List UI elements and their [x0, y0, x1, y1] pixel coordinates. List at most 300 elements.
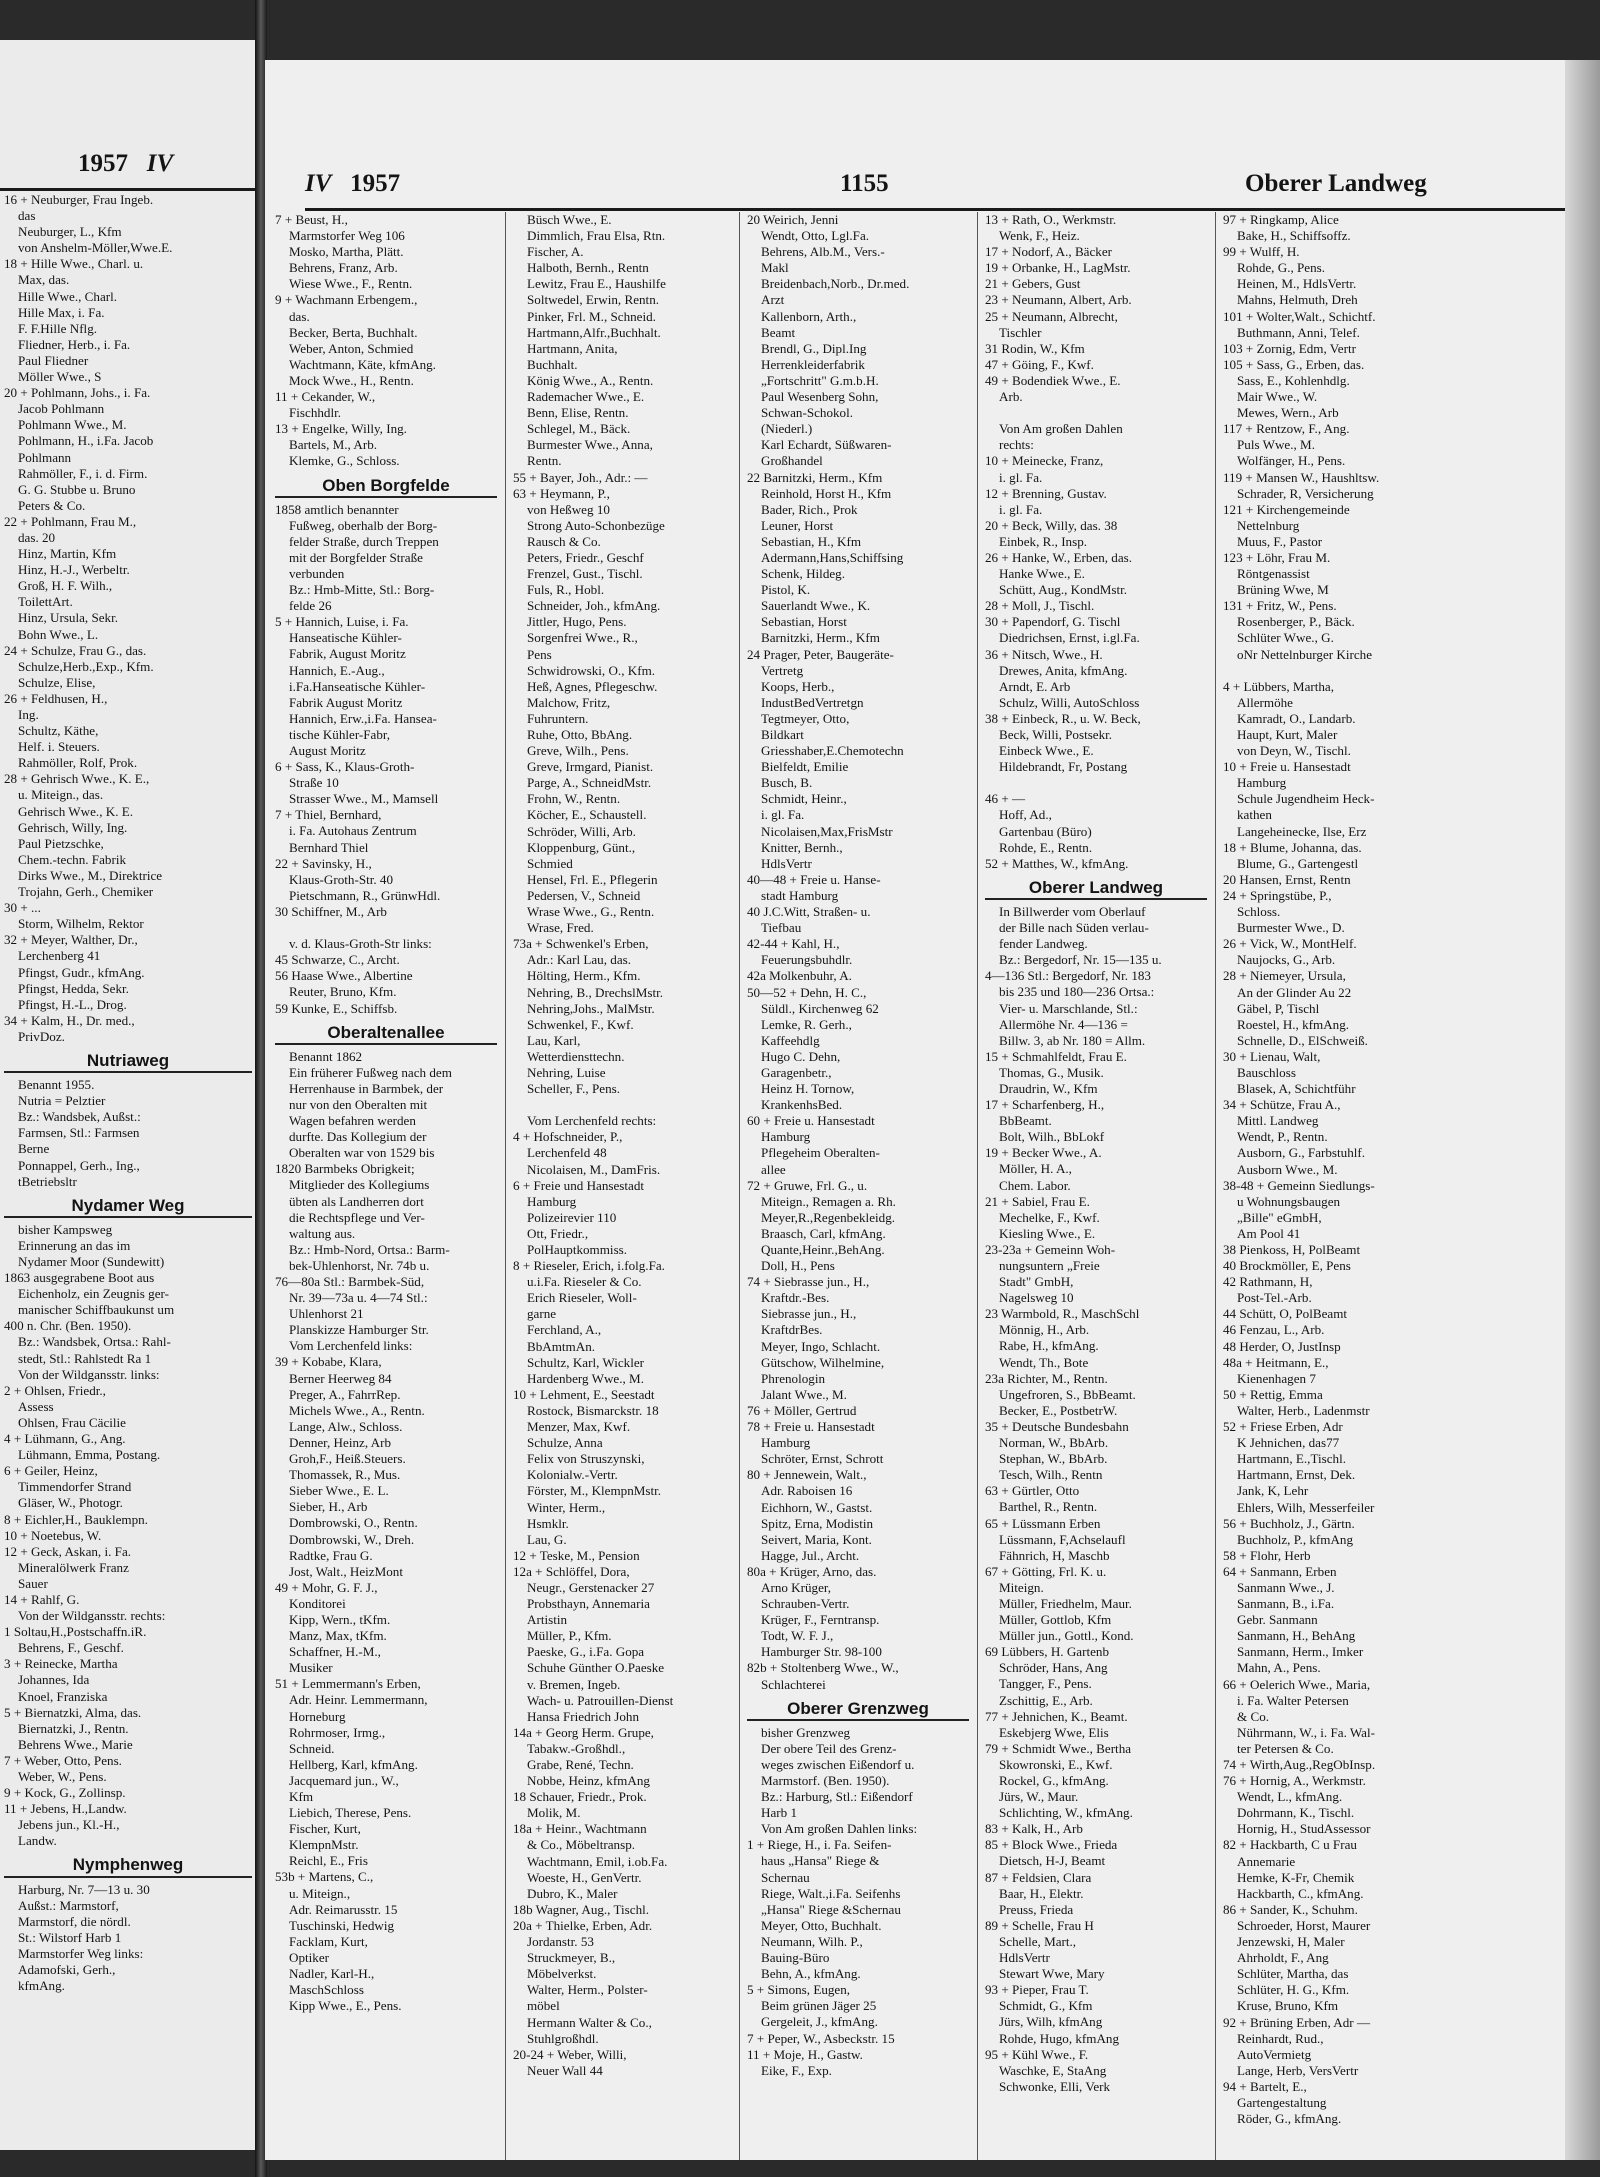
street-heading: Nydamer Weg — [4, 1198, 252, 1218]
directory-entry: Lau, G. — [527, 1531, 567, 1547]
directory-entry: 36 + Nitsch, Wwe., H. — [985, 646, 1103, 662]
directory-entry: 15 + Schmahlfeldt, Frau E. — [985, 1048, 1127, 1064]
directory-entry: Nutria = Pelztier — [18, 1093, 106, 1109]
directory-entry: (Niederl.) — [761, 421, 813, 437]
directory-entry: Heinz H. Tornow, — [761, 1081, 855, 1097]
directory-entry: Wetterdiensttechn. — [527, 1048, 625, 1064]
directory-entry: Ausborn, G., Farbstuhlf. — [1237, 1145, 1366, 1161]
directory-entry: 35 + Deutsche Bundesbahn — [985, 1418, 1129, 1434]
directory-entry: 20 + Beck, Willy, das. 38 — [985, 517, 1118, 533]
directory-entry: Klaus-Groth-Str. 40 — [289, 871, 394, 887]
directory-entry: Schule Jugendheim Heck- — [1237, 791, 1375, 807]
directory-entry: garne — [527, 1306, 557, 1322]
directory-entry: Ein früherer Fußweg nach dem — [289, 1064, 452, 1080]
directory-entry: Paul Fliedner — [18, 352, 89, 368]
directory-entry: Busch, B. — [761, 775, 813, 791]
directory-entry: Annemarie — [1237, 1853, 1296, 1869]
directory-entry: IndustBedVertretgn — [761, 694, 864, 710]
directory-entry: stedt, Stl.: Rahlstedt Ra 1 — [18, 1350, 152, 1366]
directory-entry: Buchholz, P., kfmAng — [1237, 1531, 1354, 1547]
directory-entry: 20 + Pohlmann, Johs., i. Fa. — [4, 385, 151, 401]
directory-entry: Bolt, Wilh., BbLokf — [999, 1129, 1105, 1145]
directory-entry: Vom Lerchenfeld links: — [289, 1338, 413, 1354]
directory-entry: Nydamer Moor (Sundewitt) — [18, 1254, 165, 1269]
right-header-volume: IV — [305, 170, 332, 197]
left-page — [0, 40, 255, 2150]
directory-entry: Schrauben-Vertr. — [761, 1596, 850, 1612]
directory-entry: Paul Wesenberg Sohn, — [761, 389, 879, 405]
directory-entry: Dimmlich, Frau Elsa, Rtn. — [527, 228, 666, 244]
directory-entry: 87 + Feldsien, Clara — [985, 1869, 1092, 1885]
directory-entry: 23a Richter, M., Rentn. — [985, 1370, 1108, 1386]
directory-entry: Schmied — [527, 855, 573, 871]
directory-entry: 24 Prager, Peter, Baugeräte- — [747, 646, 894, 662]
directory-entry: Pfingst, Hedda, Sekr. — [18, 980, 129, 996]
directory-entry: 28 + Niemeyer, Ursula, — [1223, 968, 1346, 984]
directory-entry: Manz, Max, tKfm. — [289, 1628, 387, 1644]
directory-entry: 23 + Neumann, Albert, Arb. — [985, 292, 1132, 308]
directory-entry: Fischhdlr. — [289, 405, 342, 421]
directory-entry: Schulze, Anna — [527, 1435, 603, 1451]
directory-entry: Weber, W., Pens. — [18, 1769, 107, 1784]
directory-entry: 47 + Göing, F., Kwf. — [985, 356, 1094, 372]
directory-entry: Hinz, H.-J., Werbeltr. — [18, 562, 130, 578]
directory-entry: Pens — [527, 646, 552, 662]
directory-entry: 72 + Gruwe, Frl. G., u. — [747, 1177, 868, 1193]
directory-entry: 19 + Orbanke, H., LagMstr. — [985, 260, 1131, 276]
directory-entry: 24 + Schulze, Frau G., das. — [4, 642, 147, 658]
directory-entry: 24 + Springstübe, P., — [1223, 887, 1332, 903]
directory-entry: Eichhorn, W., Gastst. — [761, 1499, 873, 1515]
directory-entry: Allermöhe Nr. 4—136 = — [999, 1016, 1128, 1032]
directory-entry: Gergeleit, J., kfmAng. — [761, 2014, 878, 2030]
directory-entry: Schultz, Karl, Wickler — [527, 1354, 645, 1370]
directory-entry: Becker, E., PostbetrW. — [999, 1402, 1118, 1418]
directory-entry: Gartengestaltung — [1237, 2094, 1327, 2110]
directory-entry: Hackbarth, C., kfmAng. — [1237, 1885, 1364, 1901]
directory-entry: Barnitzki, Herm., Kfm — [761, 630, 880, 646]
directory-entry: Berne — [18, 1141, 50, 1157]
directory-entry: Hornig, H., StudAssessor — [1237, 1821, 1371, 1837]
directory-entry: Hardenberg Wwe., M. — [527, 1370, 644, 1386]
directory-entry: Möller Wwe., S — [18, 369, 102, 385]
directory-entry: Hensel, Frl. E., Pflegerin — [527, 871, 658, 887]
directory-entry: Bildkart — [761, 727, 804, 742]
directory-entry: Mock Wwe., H., Rentn. — [289, 372, 414, 388]
directory-entry: Adamofski, Gerh., — [18, 1962, 116, 1978]
directory-entry: 13 + Engelke, Willy, Ing. — [275, 421, 407, 437]
directory-entry: Allermöhe — [1237, 694, 1293, 710]
directory-entry: Sanmann, H., BehAng — [1237, 1628, 1356, 1644]
directory-entry: 11 + Moje, H., Gastw. — [747, 2046, 863, 2062]
directory-entry: 49 + Bodendiek Wwe., E. — [985, 372, 1121, 388]
directory-entry: 20a + Thielke, Erben, Adr. — [513, 1917, 653, 1933]
directory-entry: 94 + Bartelt, E., — [1223, 2078, 1307, 2094]
directory-entry: 77 + Jehnichen, K., Beamt. — [985, 1708, 1128, 1724]
directory-entry: Pistol, K. — [761, 582, 811, 598]
directory-entry: Behrens, Alb.M., Vers.- — [761, 244, 885, 260]
directory-entry: Woeste, H., GenVertr. — [527, 1869, 642, 1885]
directory-entry: Johannes, Ida — [18, 1672, 90, 1688]
directory-entry: 101 + Wolter,Walt., Schichtf. — [1223, 308, 1376, 324]
directory-entry: Uhlenhorst 21 — [289, 1306, 364, 1322]
directory-entry: 28 + Moll, J., Tischl. — [985, 598, 1095, 614]
directory-entry: Dombrowski, O., Rentn. — [289, 1515, 418, 1531]
directory-entry: 49 + Mohr, G. F. J., — [275, 1579, 378, 1595]
directory-entry: Gehrisch Wwe., K. E. — [18, 803, 134, 819]
directory-entry: Neumann, Wilh. P., — [761, 1933, 863, 1949]
directory-entry: Rohde, E., Rentn. — [999, 839, 1093, 855]
directory-entry: 18a + Heinr., Wachtmann — [513, 1821, 647, 1837]
directory-entry: Oberalten war von 1529 bis — [289, 1145, 435, 1161]
directory-entry: 44 Schütt, O, PolBeamt — [1223, 1306, 1348, 1322]
directory-entry: Nr. 39—73a u. 4—74 Stl.: — [289, 1290, 428, 1306]
directory-entry: 5 + Biernatzki, Alma, das. — [4, 1704, 142, 1720]
directory-entry: felder Straße, durch Treppen — [289, 533, 439, 549]
directory-entry: Rahmöller, Rolf, Prok. — [18, 755, 138, 771]
directory-entry: 67 + Götting, Frl. K. u. — [985, 1563, 1107, 1579]
directory-entry: 26 + Feldhusen, H., — [4, 690, 108, 706]
directory-entry: Schlüter Wwe., G. — [1237, 630, 1334, 646]
directory-entry: Farmsen, Stl.: Farmsen — [18, 1125, 140, 1141]
directory-entry: u Wohnungsbaugen — [1237, 1193, 1341, 1209]
directory-entry: Schrader, R, Versicherung — [1237, 485, 1374, 501]
directory-entry: 16 + Neuburger, Frau Ingeb. — [4, 192, 154, 207]
directory-entry: Frohn, W., Rentn. — [527, 791, 621, 807]
directory-entry: Kaffeehdlg — [761, 1032, 820, 1048]
directory-entry: Hille Wwe., Charl. — [18, 288, 118, 304]
directory-entry: 80a + Krüger, Arno, das. — [747, 1563, 877, 1579]
directory-entry: Roestel, H., kfmAng. — [1237, 1016, 1350, 1032]
directory-entry: Ehlers, Wilh, Messerfeiler — [1237, 1499, 1375, 1515]
directory-entry: Burmester Wwe., D. — [1237, 920, 1345, 936]
directory-entry: Miteign., Remagen a. Rh. — [761, 1193, 896, 1209]
directory-entry: Klemke, G., Schloss. — [289, 453, 400, 469]
directory-entry: Schenk, Hildeg. — [761, 566, 846, 582]
directory-entry: Erinnerung an das im — [18, 1237, 131, 1253]
directory-entry: v. Bremen, Ingeb. — [527, 1676, 621, 1692]
directory-entry: Dubro, K., Maler — [527, 1885, 618, 1901]
directory-entry: Norman, W., BbArb. — [999, 1435, 1109, 1451]
directory-entry: BbBeamt. — [999, 1113, 1052, 1129]
directory-entry: Kamradt, O., Landarb. — [1237, 710, 1356, 726]
directory-entry: Neuburger, L., Kfm — [18, 224, 122, 240]
directory-entry: Greve, Irmgard, Pianist. — [527, 759, 654, 775]
directory-entry: In Billwerder vom Oberlauf — [999, 903, 1146, 919]
directory-entry: Fischer, A. — [527, 244, 584, 260]
directory-entry: i. gl. Fa. — [761, 807, 805, 823]
directory-entry: Heß, Agnes, Pflegeschw. — [527, 678, 658, 694]
directory-entry: Scheller, F., Pens. — [527, 1081, 620, 1097]
directory-entry: Röntgenassist — [1237, 566, 1310, 582]
directory-entry: Benannt 1955. — [18, 1077, 95, 1093]
directory-entry: Wendt, L., kfmAng. — [1237, 1789, 1343, 1805]
directory-entry: Bz.: Hmb-Nord, Ortsa.: Barm- — [289, 1241, 450, 1257]
directory-entry: Radtke, Frau G. — [289, 1547, 373, 1563]
directory-entry: Mahns, Helmuth, Dreh — [1237, 292, 1358, 308]
directory-entry: i.Fa.Hanseatische Kühler- — [289, 678, 426, 694]
directory-entry: Parge, A., SchneidMstr. — [527, 775, 652, 791]
directory-entry: Diedrichsen, Ernst, i.gl.Fa. — [999, 630, 1140, 646]
column-4 — [985, 212, 1207, 2160]
directory-entry: Rausch & Co. — [527, 533, 601, 549]
directory-entry: 65 + Lüssmann Erben — [985, 1515, 1101, 1531]
directory-entry: 12 + Teske, M., Pension — [513, 1547, 640, 1563]
street-heading: Oberer Grenzweg — [747, 1701, 969, 1721]
directory-entry: 73a + Schwenkel's Erben, — [513, 936, 649, 952]
directory-entry: Bielfeldt, Emilie — [761, 759, 849, 775]
directory-entry: 5 + Simons, Eugen, — [747, 1982, 851, 1998]
directory-entry: 11 + Jebens, H.,Landw. — [4, 1801, 127, 1817]
column-divider — [1215, 212, 1216, 2160]
directory-entry: übten als Landherren dort — [289, 1193, 424, 1209]
directory-entry: Michels Wwe., A., Rentn. — [289, 1402, 425, 1418]
directory-entry: Timmendorfer Strand — [18, 1479, 132, 1495]
directory-entry: Marmstorfer Weg links: — [18, 1945, 144, 1961]
directory-entry: Marmstorf, die nördl. — [18, 1913, 131, 1929]
directory-entry: 34 + Kalm, H., Dr. med., — [4, 1012, 135, 1028]
directory-entry: 18 + Hille Wwe., Charl. u. — [4, 256, 144, 272]
directory-entry: 10 + Meinecke, Franz, — [985, 453, 1104, 469]
directory-entry: Fischer, Kurt, — [289, 1821, 361, 1837]
directory-entry: Sebastian, H., Kfm — [761, 533, 862, 549]
directory-entry: 22 + Savinsky, H., — [275, 855, 372, 871]
directory-entry: Schulze,Herb.,Exp., Kfm. — [18, 658, 154, 674]
directory-entry: Einbeck Wwe., E. — [999, 743, 1094, 759]
directory-entry: Becker, Berta, Buchhalt. — [289, 324, 418, 340]
directory-entry: Reuter, Bruno, Kfm. — [289, 984, 397, 1000]
directory-entry: Wagen befahren werden — [289, 1113, 416, 1129]
directory-entry: 9 + Kock, G., Zollinsp. — [4, 1785, 126, 1801]
directory-entry: Adermann,Hans,Schiffsing — [761, 549, 904, 565]
directory-entry: Molik, M. — [527, 1805, 581, 1821]
directory-entry: KlempnMstr. — [289, 1837, 359, 1853]
directory-entry: Strong Auto-Schonbezüge — [527, 517, 665, 533]
directory-entry: Stadt" GmbH, — [999, 1274, 1074, 1290]
directory-entry: manischer Schiffbaukunst um — [18, 1302, 175, 1318]
directory-entry: Bauschloss — [1237, 1064, 1296, 1080]
directory-entry: ter Petersen & Co. — [1237, 1740, 1334, 1756]
right-page — [265, 60, 1565, 2160]
directory-entry: 11 + Cekander, W., — [275, 389, 376, 405]
directory-entry: Bader, Rich., Prok — [761, 501, 858, 517]
directory-entry: Puls Wwe., M. — [1237, 437, 1315, 453]
directory-entry: 6 + Geiler, Heinz, — [4, 1463, 98, 1479]
directory-entry: Schneider, Joh., kfmAng. — [527, 598, 661, 614]
directory-entry: Schwan-Schokol. — [761, 405, 854, 421]
directory-entry: 40—48 + Freie u. Hanse- — [747, 871, 881, 887]
directory-entry: Thomas, G., Musik. — [999, 1064, 1104, 1080]
directory-entry — [1223, 663, 1453, 679]
directory-entry: Wendt, Otto, Lgl.Fa. — [761, 228, 870, 244]
directory-entry: Max, das. — [18, 272, 70, 288]
directory-entry: 99 + Wulff, H. — [1223, 244, 1300, 260]
directory-entry: Rohde, G., Pens. — [1237, 260, 1326, 276]
directory-entry: Müller, Gottlob, Kfm — [999, 1612, 1112, 1628]
directory-entry: Straße 10 — [289, 775, 339, 791]
directory-entry: Von Am großen Dahlen — [999, 421, 1123, 437]
directory-entry: Ruhe, Otto, BbAng. — [527, 727, 633, 742]
directory-entry: Probsthayn, Annemaria — [527, 1596, 650, 1612]
directory-entry: Facklam, Kurt, — [289, 1933, 368, 1949]
directory-entry: Rahmöller, F., i. d. Firm. — [18, 465, 148, 481]
directory-entry: Schlüter, H. G., Kfm. — [1237, 1982, 1350, 1998]
directory-entry: 31 Rodin, W., Kfm — [985, 340, 1085, 356]
directory-entry: Dietsch, H-J, Beamt — [999, 1853, 1106, 1869]
directory-entry: August Moritz — [289, 743, 366, 758]
directory-entry: Griesshaber,E.Chemotechn — [761, 743, 904, 759]
directory-entry: 97 + Ringkamp, Alice — [1223, 212, 1339, 227]
directory-entry: Hanseatische Kühler- — [289, 630, 402, 646]
directory-entry: 46 Fenzau, L., Arb. — [1223, 1322, 1325, 1338]
directory-entry: Ferchland, A., — [527, 1322, 602, 1338]
directory-entry: Müller, Friedhelm, Maur. — [999, 1595, 1132, 1611]
directory-entry: 7 + Thiel, Bernhard, — [275, 807, 382, 823]
directory-entry: Chem. Labor. — [999, 1177, 1071, 1193]
directory-entry: Sorgenfrei Wwe., R., — [527, 630, 638, 646]
directory-entry: Vom Lerchenfeld rechts: — [527, 1113, 657, 1129]
directory-entry: KrankenhsBed. — [761, 1097, 843, 1113]
directory-entry: Pflegeheim Oberalten- — [761, 1145, 880, 1161]
directory-entry: Naujocks, G., Arb. — [1237, 952, 1336, 968]
directory-entry: Adr. Raboisen 16 — [761, 1483, 853, 1499]
directory-entry: möbel — [527, 1998, 560, 2014]
directory-entry: tische Kühler-Fabr, — [289, 726, 391, 742]
directory-entry: 23-23a + Gemeinn Woh- — [985, 1241, 1116, 1257]
directory-entry: Dirks Wwe., M., Direktrice — [18, 867, 163, 883]
directory-entry: Sass, E., Kohlenhdlg. — [1237, 372, 1350, 388]
directory-entry: 63 + Heymann, P., — [513, 485, 610, 501]
directory-entry: Beamt — [761, 324, 796, 340]
directory-entry: Adr. Heinr. Lemmermann, — [289, 1692, 428, 1708]
directory-entry: Fußweg, oberhalb der Borg- — [289, 517, 438, 533]
page-number: 1155 — [840, 170, 889, 197]
directory-entry: Neugr., Gerstenacker 27 — [527, 1579, 655, 1595]
directory-entry: Meyer, Otto, Buchhalt. — [761, 1917, 882, 1933]
directory-entry: Schmidt, G., Kfm — [999, 1998, 1093, 2014]
directory-entry: Assess — [18, 1398, 54, 1414]
left-page-column — [4, 192, 252, 2150]
directory-entry: Schultz, Käthe, — [18, 723, 99, 739]
directory-entry: 4 + Lühmann, G., Ang. — [4, 1431, 126, 1447]
directory-entry: Wachtmann, Emil, i.ob.Fa. — [527, 1853, 668, 1869]
directory-entry: Reichl, E., Fris — [289, 1853, 368, 1869]
directory-entry: Gebr. Sanmann — [1237, 1612, 1318, 1628]
directory-entry: Preuss, Frieda — [999, 1901, 1074, 1917]
directory-entry: Stuhlgroßhdl. — [527, 2030, 599, 2046]
directory-entry: 1 + Riege, H., i. Fa. Seifen- — [747, 1837, 892, 1853]
directory-entry: 34 + Schütze, Frau A., — [1223, 1097, 1341, 1113]
directory-entry: Leuner, Horst — [761, 517, 834, 533]
directory-entry: „Hansa" Riege &Schernau — [761, 1901, 901, 1917]
directory-entry: Riege, Walt.,i.Fa. Seifenhs — [761, 1885, 901, 1901]
directory-entry: Sebastian, Horst — [761, 614, 847, 630]
directory-entry: PrivDoz. — [18, 1028, 65, 1044]
directory-entry: 74 + Wirth,Aug.,RegObInsp. — [1223, 1757, 1376, 1772]
directory-entry: Karl Echardt, Süßwaren- — [761, 437, 892, 453]
street-heading: Nutriaweg — [4, 1053, 252, 1073]
directory-entry: Knitter, Bernh., — [761, 839, 843, 855]
directory-entry: 78 + Freie u. Hansestadt — [747, 1419, 875, 1435]
column-divider — [977, 212, 978, 2160]
directory-entry: Adr. Reimarusstr. 15 — [289, 1901, 398, 1917]
directory-entry: 40 J.C.Witt, Straßen- u. — [747, 904, 871, 920]
directory-entry: kathen — [1237, 807, 1272, 823]
directory-entry: 26 + Vick, W., MontHelf. — [1223, 936, 1357, 952]
directory-entry: Siebrasse jun., H., — [761, 1306, 857, 1322]
directory-entry: Brüning Wwe, M — [1237, 582, 1329, 598]
directory-entry: König Wwe., A., Rentn. — [527, 372, 654, 388]
directory-entry: 38-48 + Gemeinn Siedlungs- — [1223, 1177, 1375, 1193]
directory-entry: Eskebjerg Wwe, Elis — [999, 1724, 1109, 1740]
directory-entry: 105 + Sass, G., Erben, das. — [1223, 356, 1365, 372]
directory-entry: 20 Weirich, Jenni — [747, 212, 839, 227]
directory-entry: felde 26 — [289, 598, 332, 614]
directory-entry: 60 + Freie u. Hansestadt — [747, 1113, 875, 1129]
column-3 — [747, 212, 969, 2160]
directory-entry: Ponnappel, Gerh., Ing., — [18, 1157, 140, 1173]
directory-entry: u. Miteign., das. — [18, 787, 104, 803]
directory-entry: 9 + Wachmann Erbengem., — [275, 292, 418, 308]
directory-entry: Schwonke, Elli, Verk — [999, 2078, 1111, 2094]
directory-entry: Großhandel — [761, 453, 823, 469]
directory-entry: Jenzewski, H, Maler — [1237, 1934, 1345, 1950]
directory-entry: 38 Pienkoss, H, PolBeamt — [1223, 1242, 1361, 1257]
directory-entry: 92 + Brüning Erben, Adr — — [1223, 2014, 1371, 2030]
directory-entry: Weber, Anton, Schmied — [289, 340, 414, 356]
directory-entry: Phrenologin — [761, 1370, 826, 1386]
directory-entry: Gehrisch, Willy, Ing. — [18, 819, 128, 835]
directory-entry: Hartmann,Alfr.,Buchhalt. — [527, 324, 661, 340]
directory-entry: Nicolaisen,Max,FrisMstr — [761, 823, 893, 839]
directory-entry: v. d. Klaus-Groth-Str links: — [289, 936, 432, 952]
directory-entry: Sieber, H., Arb — [289, 1499, 368, 1515]
directory-entry: 10 + Lehment, E., Seestadt — [513, 1386, 655, 1402]
directory-entry: Denner, Heinz, Arb — [289, 1434, 392, 1450]
directory-entry: Felix von Struszynski, — [527, 1451, 645, 1467]
directory-entry: PolHauptkommiss. — [527, 1242, 628, 1257]
left-page-header — [78, 150, 173, 184]
directory-entry: HdlsVertr — [999, 1950, 1050, 1966]
directory-entry: Hamburg — [761, 1129, 811, 1145]
directory-entry: Schütt, Aug., KondMstr. — [999, 582, 1128, 598]
directory-entry: 123 + Löhr, Frau M. — [1223, 549, 1331, 565]
directory-entry: 40 Brockmöller, E, Pens — [1223, 1258, 1351, 1274]
directory-entry — [985, 405, 1207, 421]
directory-entry: Chem.-techn. Fabrik — [18, 851, 126, 867]
directory-entry: Neuer Wall 44 — [527, 2062, 603, 2078]
directory-entry: Seivert, Maria, Kont. — [761, 1531, 872, 1547]
directory-entry: Am Pool 41 — [1237, 1225, 1301, 1241]
right-header-rule — [305, 208, 1565, 211]
directory-entry: Meyer, Ingo, Schlacht. — [761, 1338, 881, 1354]
directory-entry: Kienenhagen 7 — [1237, 1370, 1316, 1386]
running-head: Oberer Landweg — [1245, 170, 1427, 197]
directory-entry: Winter, Herm., — [527, 1499, 606, 1515]
directory-entry: Stewart Wwe, Mary — [999, 1966, 1105, 1982]
directory-entry: Mineralölwerk Franz — [18, 1559, 129, 1575]
directory-entry: Optiker — [289, 1949, 329, 1965]
left-header-rule — [0, 188, 255, 191]
directory-entry: das. 20 — [18, 529, 56, 545]
directory-entry: 21 + Gebers, Gust — [985, 276, 1081, 292]
directory-entry: Schlichting, W., kfmAng. — [999, 1805, 1133, 1821]
directory-entry: Lewitz, Frau E., Haushilfe — [527, 276, 666, 292]
directory-entry: Polizeirevier 110 — [527, 1209, 617, 1225]
directory-entry: 20-24 + Weber, Willi, — [513, 2046, 627, 2062]
directory-entry: Nadler, Karl-H., — [289, 1966, 375, 1982]
directory-entry: Dombrowski, W., Dreh. — [289, 1531, 415, 1547]
